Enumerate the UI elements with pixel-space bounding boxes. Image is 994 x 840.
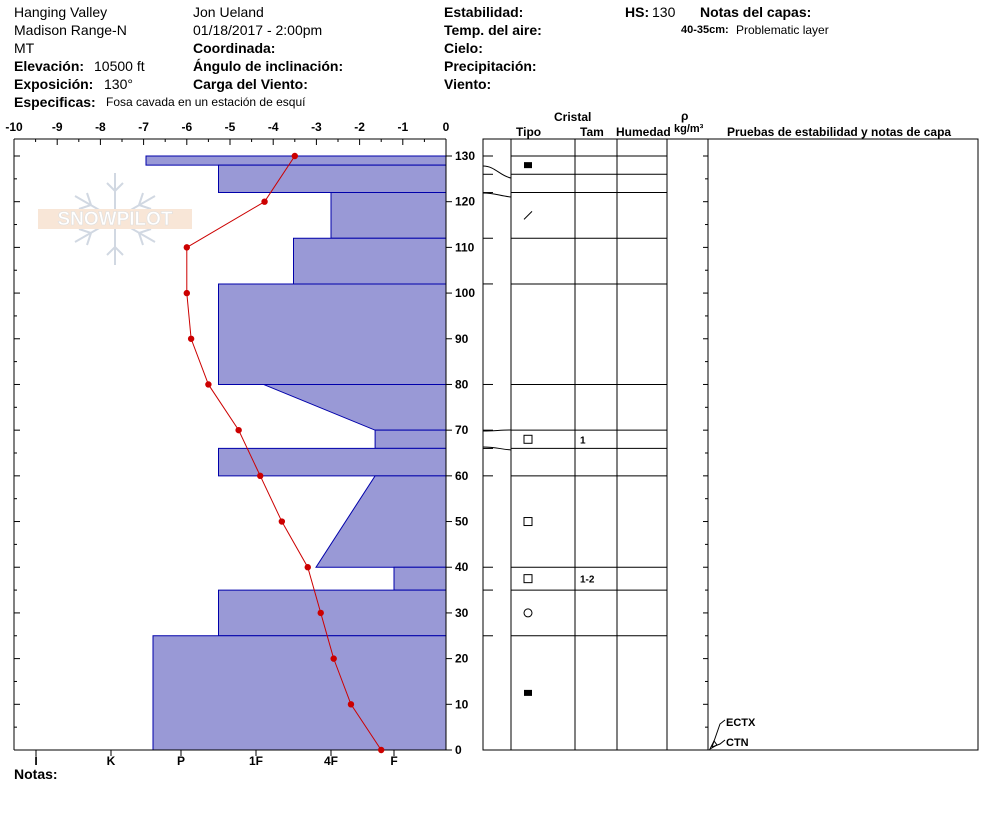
temp-tick-label: -10 [5,120,23,134]
temp-tick-label: -2 [354,120,365,134]
hardness-layer [294,238,447,284]
size-header: Tam [580,125,604,139]
temperature-point [292,153,298,159]
hardness-layer [153,636,446,750]
crystal-size-label: 1-2 [580,574,595,586]
depth-tick-label: 100 [455,286,476,301]
type-header: Tipo [516,125,542,139]
crystal-solid-square [524,162,532,168]
temp-tick-label: -5 [224,120,236,134]
temp-tick-label: -6 [181,120,193,134]
wind-label: Viento: [444,76,492,92]
hardness-layer [331,193,446,239]
air-temp-label: Temp. del aire: [444,22,542,38]
temperature-point [235,427,241,433]
depth-tick-label: 90 [455,331,469,346]
notes-label: Notas: [14,766,58,782]
coords-label: Coordinada: [193,40,276,56]
wind-load-label: Carga del Viento: [193,76,308,92]
temperature-point [330,655,336,661]
tests-header: Pruebas de estabilidad y notas de capa [727,125,952,139]
crystal-size-label: 1 [580,435,586,447]
hardness-layer [316,476,446,567]
temp-tick-label: -1 [397,120,409,134]
crystal-symbols [524,162,595,696]
slope-label: Ángulo de inclinación: [193,58,344,74]
stability-test-label: CTN [726,737,749,749]
temp-tick-label: 0 [442,120,450,134]
temperature-point [184,244,190,250]
temperature-point [261,198,267,204]
depth-tick-label: 80 [455,377,469,392]
stability-test-pointer [712,720,725,747]
depth-tick-label: 110 [455,240,475,255]
hardness-layer [219,590,447,636]
hs-label: HS: [625,4,650,20]
depth-tick-label: 40 [455,560,469,575]
temp-tick-label: -4 [267,120,279,134]
temperature-point [257,473,263,479]
depth-tick-label: 120 [455,194,476,209]
hardness-tick-label: 4F [323,754,339,768]
depth-tick-label: 0 [455,743,462,757]
stability-label: Estabilidad: [444,4,524,20]
temperature-point [378,747,384,753]
crystal-open-square [524,575,532,583]
depth-tick-label: 20 [455,651,469,666]
specifics-value: Fosa cavada en un estación de esquí [106,95,306,109]
hardness-layer [375,430,446,448]
temp-tick-label: -7 [138,120,149,134]
rho-header: ρ [681,109,689,123]
hardness-layer [394,567,446,590]
aspect-label: Exposición: [14,76,94,92]
aspect-value: 130° [104,76,133,92]
hs-value: 130 [652,4,676,20]
stability-test-label: ECTX [726,717,756,729]
temperature-point [205,381,211,387]
layer-notes-label: Notas del capas: [700,4,812,20]
depth-tick-label: 50 [455,514,469,529]
crystal-circle [524,609,532,617]
elevation-value: 10500 ft [94,58,145,74]
hardness-tick-label: F [390,754,398,768]
layer-note-range: 40-35cm: [681,24,729,36]
location-name: Hanging Valley [14,4,108,20]
temp-tick-label: -3 [311,120,322,134]
stability-tests [710,717,756,749]
observer-name: Jon Ueland [193,4,264,20]
temperature-point [188,336,194,342]
temperature-point [305,564,311,570]
observation-datetime: 01/18/2017 - 2:00pm [193,22,323,38]
hardness-tick-label: K [106,754,116,768]
depth-tick-label: 60 [455,468,469,483]
moisture-header: Humedad [616,125,671,139]
state-name: MT [14,40,35,56]
table-frame [483,139,978,750]
temperature-point [348,701,354,707]
svg-text:SNOWPILOT: SNOWPILOT [57,209,173,230]
crystal-open-square [524,518,532,526]
snowpilot-logo [38,173,192,265]
depth-tick-label: 30 [455,605,469,620]
layer-connector-curve [483,166,511,178]
specifics-label: Especificas: [14,94,96,110]
hardness-layer [219,284,447,385]
hardness-layer [264,384,447,430]
layer-connector-curve [483,193,511,197]
depth-tick-label: 10 [455,697,469,712]
crystal-slash [524,211,532,219]
sky-label: Cielo: [444,40,483,56]
hardness-tick-label: I [34,754,38,768]
depth-tick-label: 130 [455,149,476,163]
crystal-header: Cristal [554,110,592,124]
hardness-layer [219,165,447,192]
hardness-layer [219,448,447,475]
layer-note-text: Problematic layer [736,23,829,37]
layer-table [483,139,978,750]
temp-tick-label: -8 [95,120,106,134]
elevation-label: Elevación: [14,58,85,74]
hardness-tick-label: 1F [248,754,264,768]
crystal-open-square [524,435,532,443]
crystal-solid-square [524,690,532,696]
density-unit-header: kg/m³ [674,123,704,135]
temperature-point [318,610,324,616]
hardness-tick-label: P [176,754,186,768]
depth-tick-label: 70 [455,423,469,438]
temp-tick-label: -9 [51,120,63,134]
precip-label: Precipitación: [444,58,537,74]
temperature-point [184,290,190,296]
range-name: Madison Range-N [14,22,127,38]
temperature-point [279,518,285,524]
